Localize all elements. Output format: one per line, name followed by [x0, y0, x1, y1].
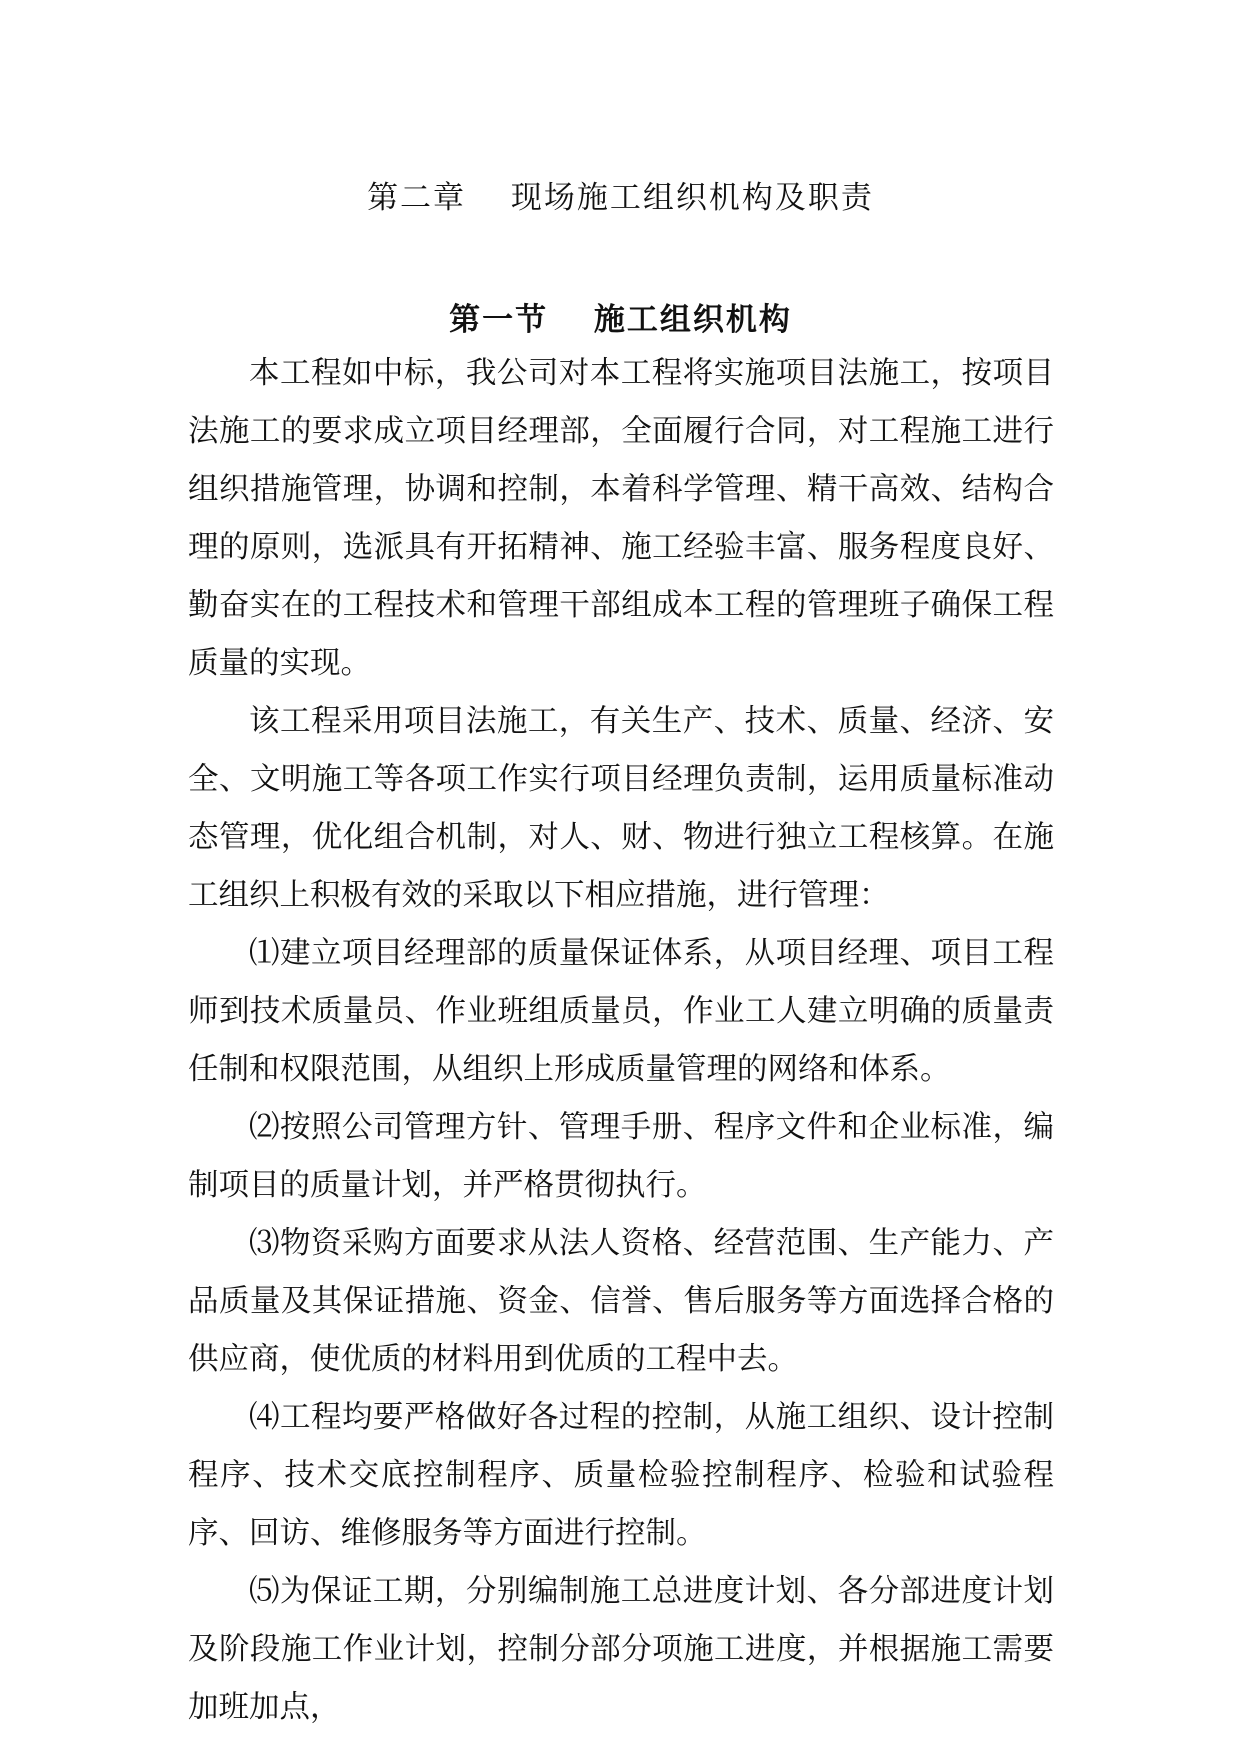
body-text — [188, 345, 1054, 1737]
paragraph-item-4: ⑷工程均要严格做好各过程的控制，从施工组织、设计控制程序、技术交底控制程序、质量检验控制程序、检验和试验程序、回访、维修服务等方面进行控制。 — [188, 1400, 1054, 1551]
paragraph-item-1: ⑴建立项目经理部的质量保证体系，从项目经理、项目工程师到技术质量员、作业班组质量员，作业工人建立明确的质量责任制和权限范围，从组织上形成质量管理的网络和体系。 — [188, 936, 1054, 1087]
paragraph-item-2: ⑵按照公司管理方针、管理手册、程序文件和企业标准，编制项目的质量计划，并严格贯彻执行。 — [188, 1110, 1054, 1203]
chapter-title: 第二章 现场施工组织机构及职责 — [367, 180, 874, 216]
paragraph-intro: 本工程如中标，我公司对本工程将实施项目法施工，按项目法施工的要求成立项目经理部，全面履行合同，对工程施工进行组织措施管理，协调和控制，本着科学管理、精干高效、结构合理的原则，选派具有开拓精神、施工经验丰富、服务程度良好、勤奋实在的工程技术和管理干部组成本工程的管理班子确保工程质量的实现。 — [188, 356, 1054, 681]
section-title: 第一节 施工组织机构 — [449, 302, 792, 338]
paragraph-item-3: ⑶物资采购方面要求从法人资格、经营范围、生产能力、产品质量及其保证措施、资金、信誉、售后服务等方面选择合格的供应商，使优质的材料用到优质的工程中去。 — [188, 1226, 1054, 1377]
paragraph-management: 该工程采用项目法施工，有关生产、技术、质量、经济、安全、文明施工等各项工作实行项目经理负责制，运用质量标准动态管理，优化组合机制，对人、财、物进行独立工程核算。在施工组织上积极有效的采取以下相应措施，进行管理： — [188, 704, 1054, 913]
paragraph-item-5: ⑸为保证工期，分别编制施工总进度计划、各分部进度计划及阶段施工作业计划，控制分部分项施工进度，并根据施工需要加班加点， — [188, 1574, 1054, 1725]
